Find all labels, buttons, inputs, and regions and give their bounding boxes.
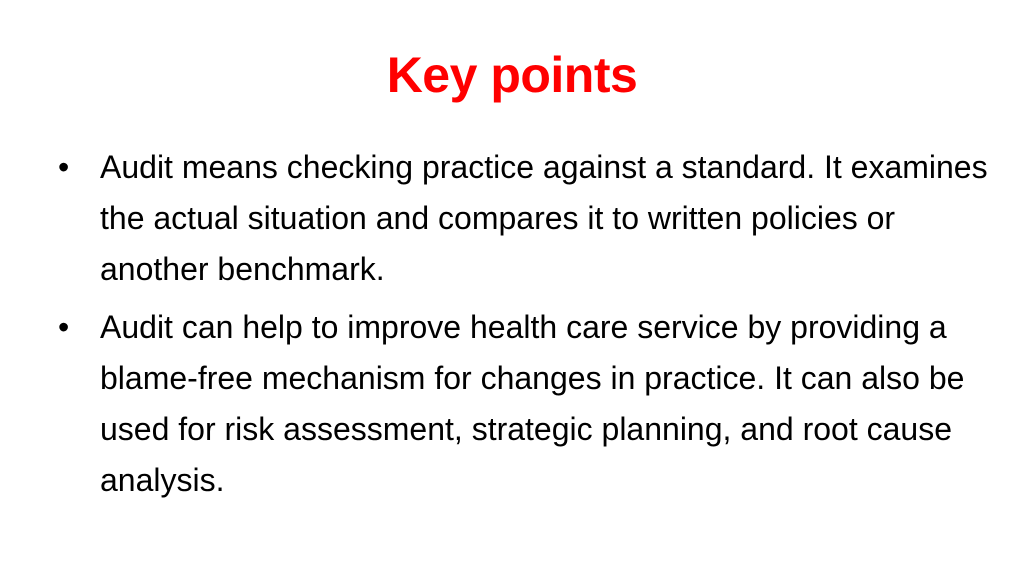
bullet-icon: • — [58, 309, 70, 345]
bullet-text-2: Audit can help to improve health care service by providing a blame-free mechanism for changes in practice. It can also be used for risk assessment, strategic planning, and root cause analysis. — [100, 309, 965, 498]
bullet-text-1: Audit means checking practice against a standard. It examines the actual situation and compares it to written policies or another benchmark. — [100, 149, 988, 287]
slide-title: Key points — [386, 47, 638, 103]
bullet-icon: • — [58, 149, 70, 185]
bullet-item-2 — [56, 302, 991, 506]
bullet-item-1 — [56, 142, 991, 295]
bullet-list — [56, 142, 991, 513]
